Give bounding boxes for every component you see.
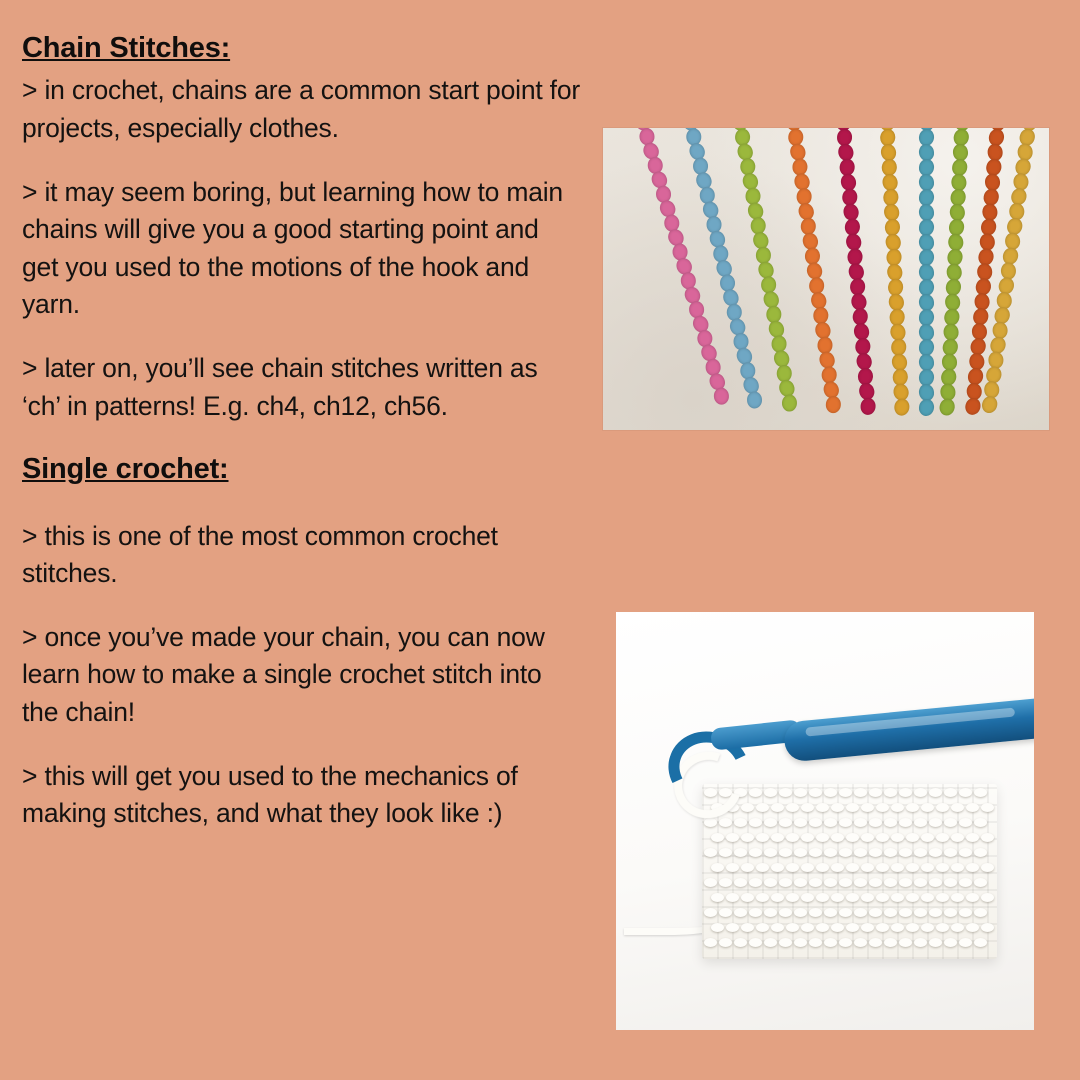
chain-stitches-photo	[603, 128, 1049, 430]
swatch-stitch	[921, 803, 934, 812]
swatch-stitch	[869, 848, 882, 857]
swatch-stitch	[756, 833, 769, 842]
swatch-stitch	[779, 818, 792, 827]
swatch-stitch	[839, 788, 852, 797]
swatch-stitch	[944, 908, 957, 917]
swatch-stitch	[884, 878, 897, 887]
swatch-stitch	[809, 938, 822, 947]
swatch-stitch	[929, 878, 942, 887]
swatch-stitch	[749, 878, 762, 887]
swatch-stitch	[869, 818, 882, 827]
swatch-stitch	[891, 833, 904, 842]
chain-link	[938, 397, 957, 417]
swatch-stitch	[824, 818, 837, 827]
swatch-stitch	[756, 923, 769, 932]
swatch-stitch	[951, 923, 964, 932]
swatch-stitch	[749, 908, 762, 917]
swatch-stitch	[734, 818, 747, 827]
swatch-stitch	[794, 818, 807, 827]
swatch-stitch	[719, 878, 732, 887]
swatch-stitch	[734, 878, 747, 887]
swatch-stitch	[809, 818, 822, 827]
swatch-stitch	[764, 788, 777, 797]
swatch-stitch	[899, 848, 912, 857]
swatch-stitch	[899, 908, 912, 917]
swatch-stitch	[876, 833, 889, 842]
swatch-stitch	[981, 863, 994, 872]
swatch-stitch	[854, 878, 867, 887]
swatch-stitch	[786, 863, 799, 872]
swatch-stitch	[944, 848, 957, 857]
swatch-stitch	[861, 923, 874, 932]
swatch-stitch	[816, 923, 829, 932]
swatch-stitch	[891, 803, 904, 812]
swatch-stitch	[741, 803, 754, 812]
swatch-stitch	[719, 848, 732, 857]
swatch-stitch	[719, 938, 732, 947]
swatch-stitch	[876, 803, 889, 812]
swatch-stitch	[929, 848, 942, 857]
swatch-stitch	[884, 908, 897, 917]
swatch-stitch	[959, 908, 972, 917]
swatch-stitch	[809, 848, 822, 857]
swatch-stitch	[779, 848, 792, 857]
swatch-stitch	[719, 908, 732, 917]
swatch-stitch	[906, 923, 919, 932]
swatch-stitch	[944, 788, 957, 797]
swatch-stitch	[794, 908, 807, 917]
swatch-stitch	[749, 818, 762, 827]
swatch-stitch	[884, 938, 897, 947]
swatch-stitch	[974, 848, 987, 857]
swatch-stitch	[824, 788, 837, 797]
swatch-stitch	[884, 848, 897, 857]
swatch-stitch	[914, 938, 927, 947]
swatch-stitch	[816, 863, 829, 872]
swatch-stitch	[936, 863, 949, 872]
swatch-stitch	[951, 833, 964, 842]
swatch-stitch	[921, 893, 934, 902]
swatch-stitch	[779, 788, 792, 797]
swatch-stitch	[936, 893, 949, 902]
swatch-stitch	[704, 938, 717, 947]
swatch-stitch	[921, 833, 934, 842]
swatch-stitch	[719, 818, 732, 827]
swatch-stitch	[711, 833, 724, 842]
swatch-stitch	[839, 848, 852, 857]
swatch-stitch	[839, 878, 852, 887]
swatch-stitch	[839, 908, 852, 917]
swatch-stitch	[884, 788, 897, 797]
swatch-stitch	[891, 923, 904, 932]
swatch-stitch	[966, 833, 979, 842]
swatch-stitch	[891, 893, 904, 902]
swatch-stitch	[929, 818, 942, 827]
swatch-stitch	[861, 833, 874, 842]
swatch-stitch	[786, 923, 799, 932]
swatch-stitch	[816, 833, 829, 842]
swatch-stitch	[981, 923, 994, 932]
swatch-stitch	[981, 833, 994, 842]
swatch-stitch	[981, 803, 994, 812]
swatch-stitch	[974, 908, 987, 917]
swatch-stitch	[764, 908, 777, 917]
swatch-stitch	[764, 938, 777, 947]
swatch-stitch	[951, 863, 964, 872]
swatch-stitch	[876, 863, 889, 872]
swatch-stitch	[741, 923, 754, 932]
swatch-stitch	[876, 893, 889, 902]
swatch-stitch	[741, 893, 754, 902]
swatch-stitch	[711, 863, 724, 872]
swatch-stitch	[944, 818, 957, 827]
swatch-stitch	[704, 848, 717, 857]
swatch-stitch	[974, 818, 987, 827]
swatch-stitch	[884, 818, 897, 827]
swatch-stitch	[794, 848, 807, 857]
chain-link	[713, 387, 729, 405]
swatch-stitch	[794, 878, 807, 887]
swatch-stitch	[974, 938, 987, 947]
swatch-stitch	[771, 863, 784, 872]
swatch-stitch	[959, 788, 972, 797]
chain-stitches-paragraph-1: > in crochet, chains are a common start point for projects, especially clothes.	[22, 75, 581, 143]
swatch-stitch	[899, 878, 912, 887]
swatch-stitch	[824, 878, 837, 887]
swatch-stitch	[831, 923, 844, 932]
swatch-stitch	[749, 848, 762, 857]
swatch-stitch	[779, 878, 792, 887]
swatch-stitch	[704, 908, 717, 917]
swatch-stitch	[944, 878, 957, 887]
swatch-stitch	[794, 938, 807, 947]
swatch-stitch	[786, 833, 799, 842]
swatch-stitch	[854, 788, 867, 797]
swatch-stitch	[771, 803, 784, 812]
swatch-stitch	[816, 893, 829, 902]
chain-stitches-paragraph-3: > later on, you’ll see chain stitches written as ‘ch’ in patterns! E.g. ch4, ch12, ch56.	[22, 353, 538, 421]
swatch-stitch	[921, 863, 934, 872]
chain-link	[747, 391, 762, 408]
swatch-stitch	[801, 923, 814, 932]
swatch-stitch	[734, 848, 747, 857]
swatch-stitch	[726, 833, 739, 842]
swatch-stitch	[704, 818, 717, 827]
swatch-stitch	[801, 893, 814, 902]
swatch-stitch	[959, 848, 972, 857]
swatch-stitch	[749, 938, 762, 947]
swatch-stitch	[906, 893, 919, 902]
swatch-stitch	[966, 923, 979, 932]
text-column	[22, 30, 582, 859]
swatch-stitch	[764, 878, 777, 887]
swatch-stitch	[726, 863, 739, 872]
swatch-stitch	[936, 833, 949, 842]
swatch-stitch	[749, 788, 762, 797]
swatch-stitch	[854, 908, 867, 917]
single-crochet-photo	[616, 612, 1034, 1030]
swatch-stitch	[726, 893, 739, 902]
swatch-stitch	[831, 893, 844, 902]
swatch-stitch	[861, 893, 874, 902]
swatch-stitch	[906, 863, 919, 872]
swatch-stitch	[959, 938, 972, 947]
chain-strand	[919, 128, 934, 430]
chain-link	[893, 398, 910, 417]
swatch-stitch	[914, 908, 927, 917]
swatch-stitch	[809, 788, 822, 797]
swatch-stitch	[756, 803, 769, 812]
swatch-stitch	[929, 938, 942, 947]
swatch-stitch	[734, 908, 747, 917]
swatch-stitch	[831, 863, 844, 872]
chain-link	[782, 394, 798, 412]
chain-link	[860, 397, 877, 416]
swatch-stitch	[764, 818, 777, 827]
single-crochet-paragraph-2: > once you’ve made your chain, you can now learn how to make a single crochet stitch into the chain!	[22, 621, 545, 727]
swatch-stitch	[756, 893, 769, 902]
swatch-stitch	[929, 908, 942, 917]
swatch-stitch	[816, 803, 829, 812]
swatch-stitch	[929, 788, 942, 797]
swatch-stitch	[899, 788, 912, 797]
swatch-stitch	[861, 863, 874, 872]
swatch-stitch	[771, 833, 784, 842]
swatch-stitch	[741, 863, 754, 872]
swatch-stitch	[854, 938, 867, 947]
single-crochet-heading: Single crochet:	[22, 453, 229, 486]
single-crochet-paragraph-1: > this is one of the most common crochet stitches.	[22, 520, 498, 589]
swatch-stitch	[756, 863, 769, 872]
swatch-stitch	[914, 878, 927, 887]
swatch-stitch	[869, 908, 882, 917]
swatch-stitch	[801, 803, 814, 812]
swatch-stitch	[711, 893, 724, 902]
chain-stitches-heading: Chain Stitches:	[22, 32, 231, 64]
swatch-stitch	[854, 818, 867, 827]
chain-link	[917, 398, 935, 418]
swatch-stitch	[936, 803, 949, 812]
chain-link	[825, 396, 841, 414]
swatch-stitch	[951, 803, 964, 812]
swatch-stitch	[959, 818, 972, 827]
swatch-stitch	[839, 818, 852, 827]
chain-link	[963, 396, 982, 417]
swatch-stitch	[824, 848, 837, 857]
swatch-stitch	[914, 848, 927, 857]
swatch-stitch	[831, 833, 844, 842]
swatch-stitch	[951, 893, 964, 902]
swatch-stitch	[824, 938, 837, 947]
swatch-stitch	[966, 863, 979, 872]
swatch-stitch	[809, 878, 822, 887]
swatch-stitch	[786, 803, 799, 812]
swatch-stitch	[966, 803, 979, 812]
swatch-stitch	[869, 878, 882, 887]
swatch-stitch	[936, 923, 949, 932]
swatch-stitch	[921, 923, 934, 932]
swatch-stitch	[891, 863, 904, 872]
crochet-swatch	[702, 784, 997, 959]
swatch-stitch	[831, 803, 844, 812]
swatch-stitch	[734, 938, 747, 947]
swatch-stitch	[764, 848, 777, 857]
swatch-stitch	[914, 788, 927, 797]
swatch-stitch	[711, 923, 724, 932]
swatch-stitch	[741, 833, 754, 842]
swatch-stitch	[846, 863, 859, 872]
single-crochet-paragraph-3: > this will get you used to the mechanics of making stitches, and what they look like :)	[22, 760, 518, 829]
swatch-stitch	[869, 788, 882, 797]
swatch-stitch	[906, 833, 919, 842]
swatch-stitch	[899, 818, 912, 827]
swatch-stitch	[779, 908, 792, 917]
swatch-stitch	[846, 803, 859, 812]
swatch-stitch	[846, 923, 859, 932]
swatch-stitch	[876, 923, 889, 932]
swatch-stitch	[981, 893, 994, 902]
swatch-stitch	[704, 878, 717, 887]
swatch-stitch	[869, 938, 882, 947]
swatch-stitch	[959, 878, 972, 887]
swatch-stitch	[801, 833, 814, 842]
swatch-stitch	[966, 893, 979, 902]
swatch-stitch	[824, 908, 837, 917]
swatch-stitch	[854, 848, 867, 857]
swatch-stitch	[771, 923, 784, 932]
swatch-stitch	[801, 863, 814, 872]
chain-stitches-paragraph-2: > it may seem boring, but learning how to main chains will give you a good starting point and get you used to the motions of the hook and yarn.	[22, 176, 563, 320]
swatch-stitch	[906, 803, 919, 812]
swatch-stitch	[771, 893, 784, 902]
swatch-stitch	[726, 923, 739, 932]
swatch-stitch	[839, 938, 852, 947]
swatch-stitch	[914, 818, 927, 827]
swatch-stitch	[809, 908, 822, 917]
swatch-stitch	[861, 803, 874, 812]
swatch-stitch	[899, 938, 912, 947]
swatch-stitch	[846, 833, 859, 842]
swatch-stitch	[974, 878, 987, 887]
swatch-stitch	[786, 893, 799, 902]
swatch-stitch	[974, 788, 987, 797]
swatch-stitch	[846, 893, 859, 902]
swatch-stitch	[779, 938, 792, 947]
swatch-stitch	[794, 788, 807, 797]
swatch-stitch	[944, 938, 957, 947]
